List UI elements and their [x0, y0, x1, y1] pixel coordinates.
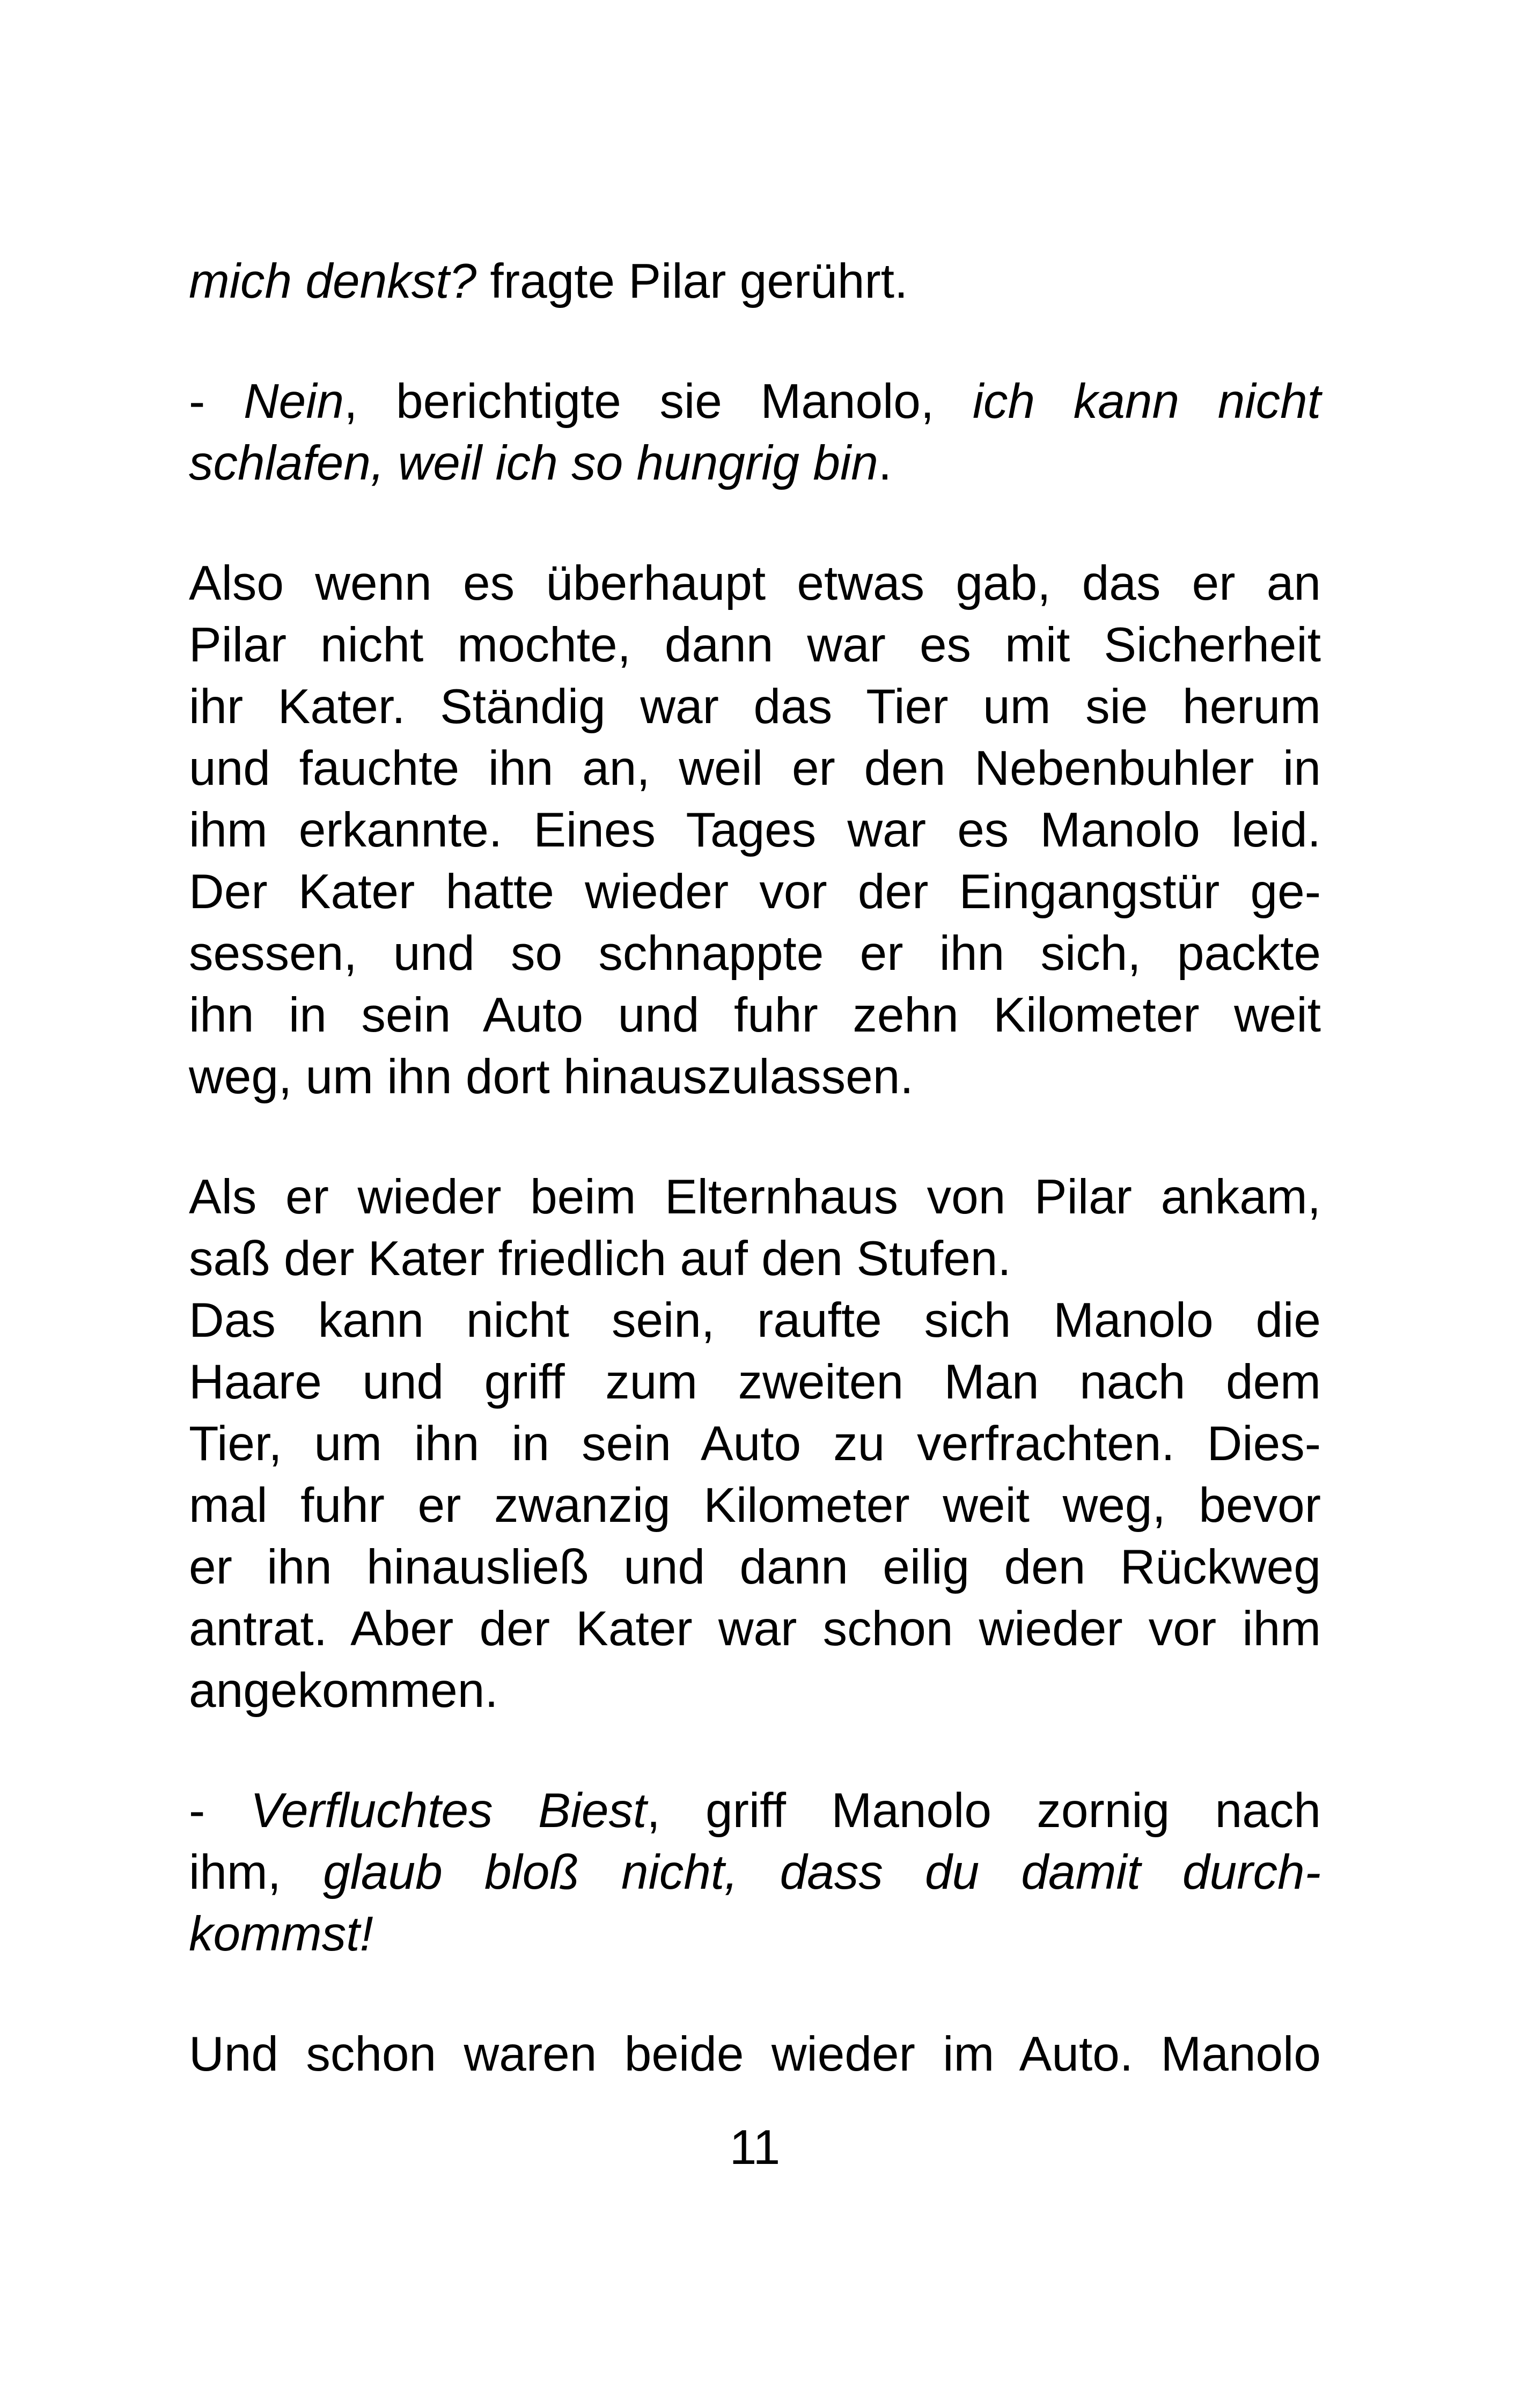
text-line — [189, 923, 1321, 984]
text-segment: - — [189, 374, 244, 429]
text-line — [189, 1290, 1321, 1351]
text-segment: , griff Manolo zornig nach — [646, 1784, 1321, 1838]
text-segment: , berichtigte sie Manolo, — [344, 374, 973, 429]
text-line — [189, 614, 1321, 676]
text-line — [189, 984, 1321, 1046]
text-segment: ihm erkannte. Eines Tages war es Manolo leid. — [189, 803, 1321, 857]
text-segment: Als er wieder beim Elternhaus von Pilar ankam, — [189, 1170, 1321, 1224]
text-line — [189, 553, 1321, 614]
text-segment: Pilar nicht mochte, dann war es mit Sicherheit — [189, 618, 1321, 672]
text-segment: ihm, — [189, 1845, 324, 1899]
italic-text-segment: Nein — [243, 374, 344, 429]
text-segment: weg, um ihn dort hinauszulassen. — [189, 1050, 914, 1104]
text-segment: ihr Kater. Ständig war das Tier um sie herum — [189, 680, 1321, 734]
text-line — [189, 1166, 1321, 1228]
text-segment: mal fuhr er zwanzig Kilometer weit weg, bevor — [189, 1478, 1321, 1533]
text-line — [189, 251, 1321, 312]
text-segment: Das kann nicht sein, raufte sich Manolo die — [189, 1293, 1321, 1347]
italic-text-segment: ich kann nicht — [972, 374, 1321, 429]
text-segment: Haare und griff zum zweiten Man nach dem — [189, 1355, 1321, 1409]
text-segment: - — [189, 1784, 251, 1838]
text-line — [189, 1413, 1321, 1475]
italic-text-segment: mich denkst? — [189, 254, 477, 308]
book-page — [189, 0, 1321, 2408]
text-line — [189, 1598, 1321, 1660]
italic-text-segment: Verfluchtes Biest — [250, 1784, 647, 1838]
text-line — [189, 2023, 1321, 2085]
text-line — [189, 1660, 1321, 1721]
text-segment: er ihn hinausließ und dann eilig den Rückweg — [189, 1540, 1321, 1594]
text-segment: und fauchte ihn an, weil er den Nebenbuhler in — [189, 741, 1321, 796]
text-segment: saß der Kater friedlich auf den Stufen. — [189, 1232, 1011, 1286]
text-segment: Und schon waren beide wieder im Auto. Manolo — [189, 2027, 1321, 2081]
text-line — [189, 676, 1321, 738]
text-line — [189, 1475, 1321, 1536]
text-line — [189, 738, 1321, 799]
text-segment: . — [878, 436, 892, 490]
text-line — [189, 1536, 1321, 1598]
italic-text-segment: schlafen, weil ich so hungrig bin — [189, 436, 878, 490]
text-line — [189, 861, 1321, 923]
text-line — [189, 1046, 1321, 1108]
page-number: 11 — [729, 2120, 781, 2175]
text-line — [189, 1780, 1321, 1842]
text-line — [189, 371, 1321, 432]
text-segment: Tier, um ihn in sein Auto zu verfrachten. Dies- — [189, 1417, 1321, 1471]
italic-text-segment: glaub bloß nicht, dass du damit durch- — [323, 1845, 1321, 1899]
text-segment: Der Kater hatte wieder vor der Eingangstür ge- — [189, 865, 1321, 919]
text-segment: fragte Pilar gerührt. — [476, 254, 908, 308]
text-line — [189, 1228, 1321, 1290]
text-segment: antrat. Aber der Kater war schon wieder vor ihm — [189, 1602, 1321, 1656]
text-segment: Also wenn es überhaupt etwas gab, das er an — [189, 556, 1321, 610]
text-line — [189, 1351, 1321, 1413]
text-line — [189, 1842, 1321, 1903]
text-line — [189, 1903, 1321, 1965]
text-segment: ihn in sein Auto und fuhr zehn Kilometer weit — [189, 988, 1321, 1042]
text-line — [189, 799, 1321, 861]
text-segment: angekommen. — [189, 1663, 498, 1718]
text-segment: sessen, und so schnappte er ihn sich, packte — [189, 926, 1321, 981]
italic-text-segment: kommst! — [189, 1907, 373, 1961]
text-line — [189, 432, 1321, 494]
